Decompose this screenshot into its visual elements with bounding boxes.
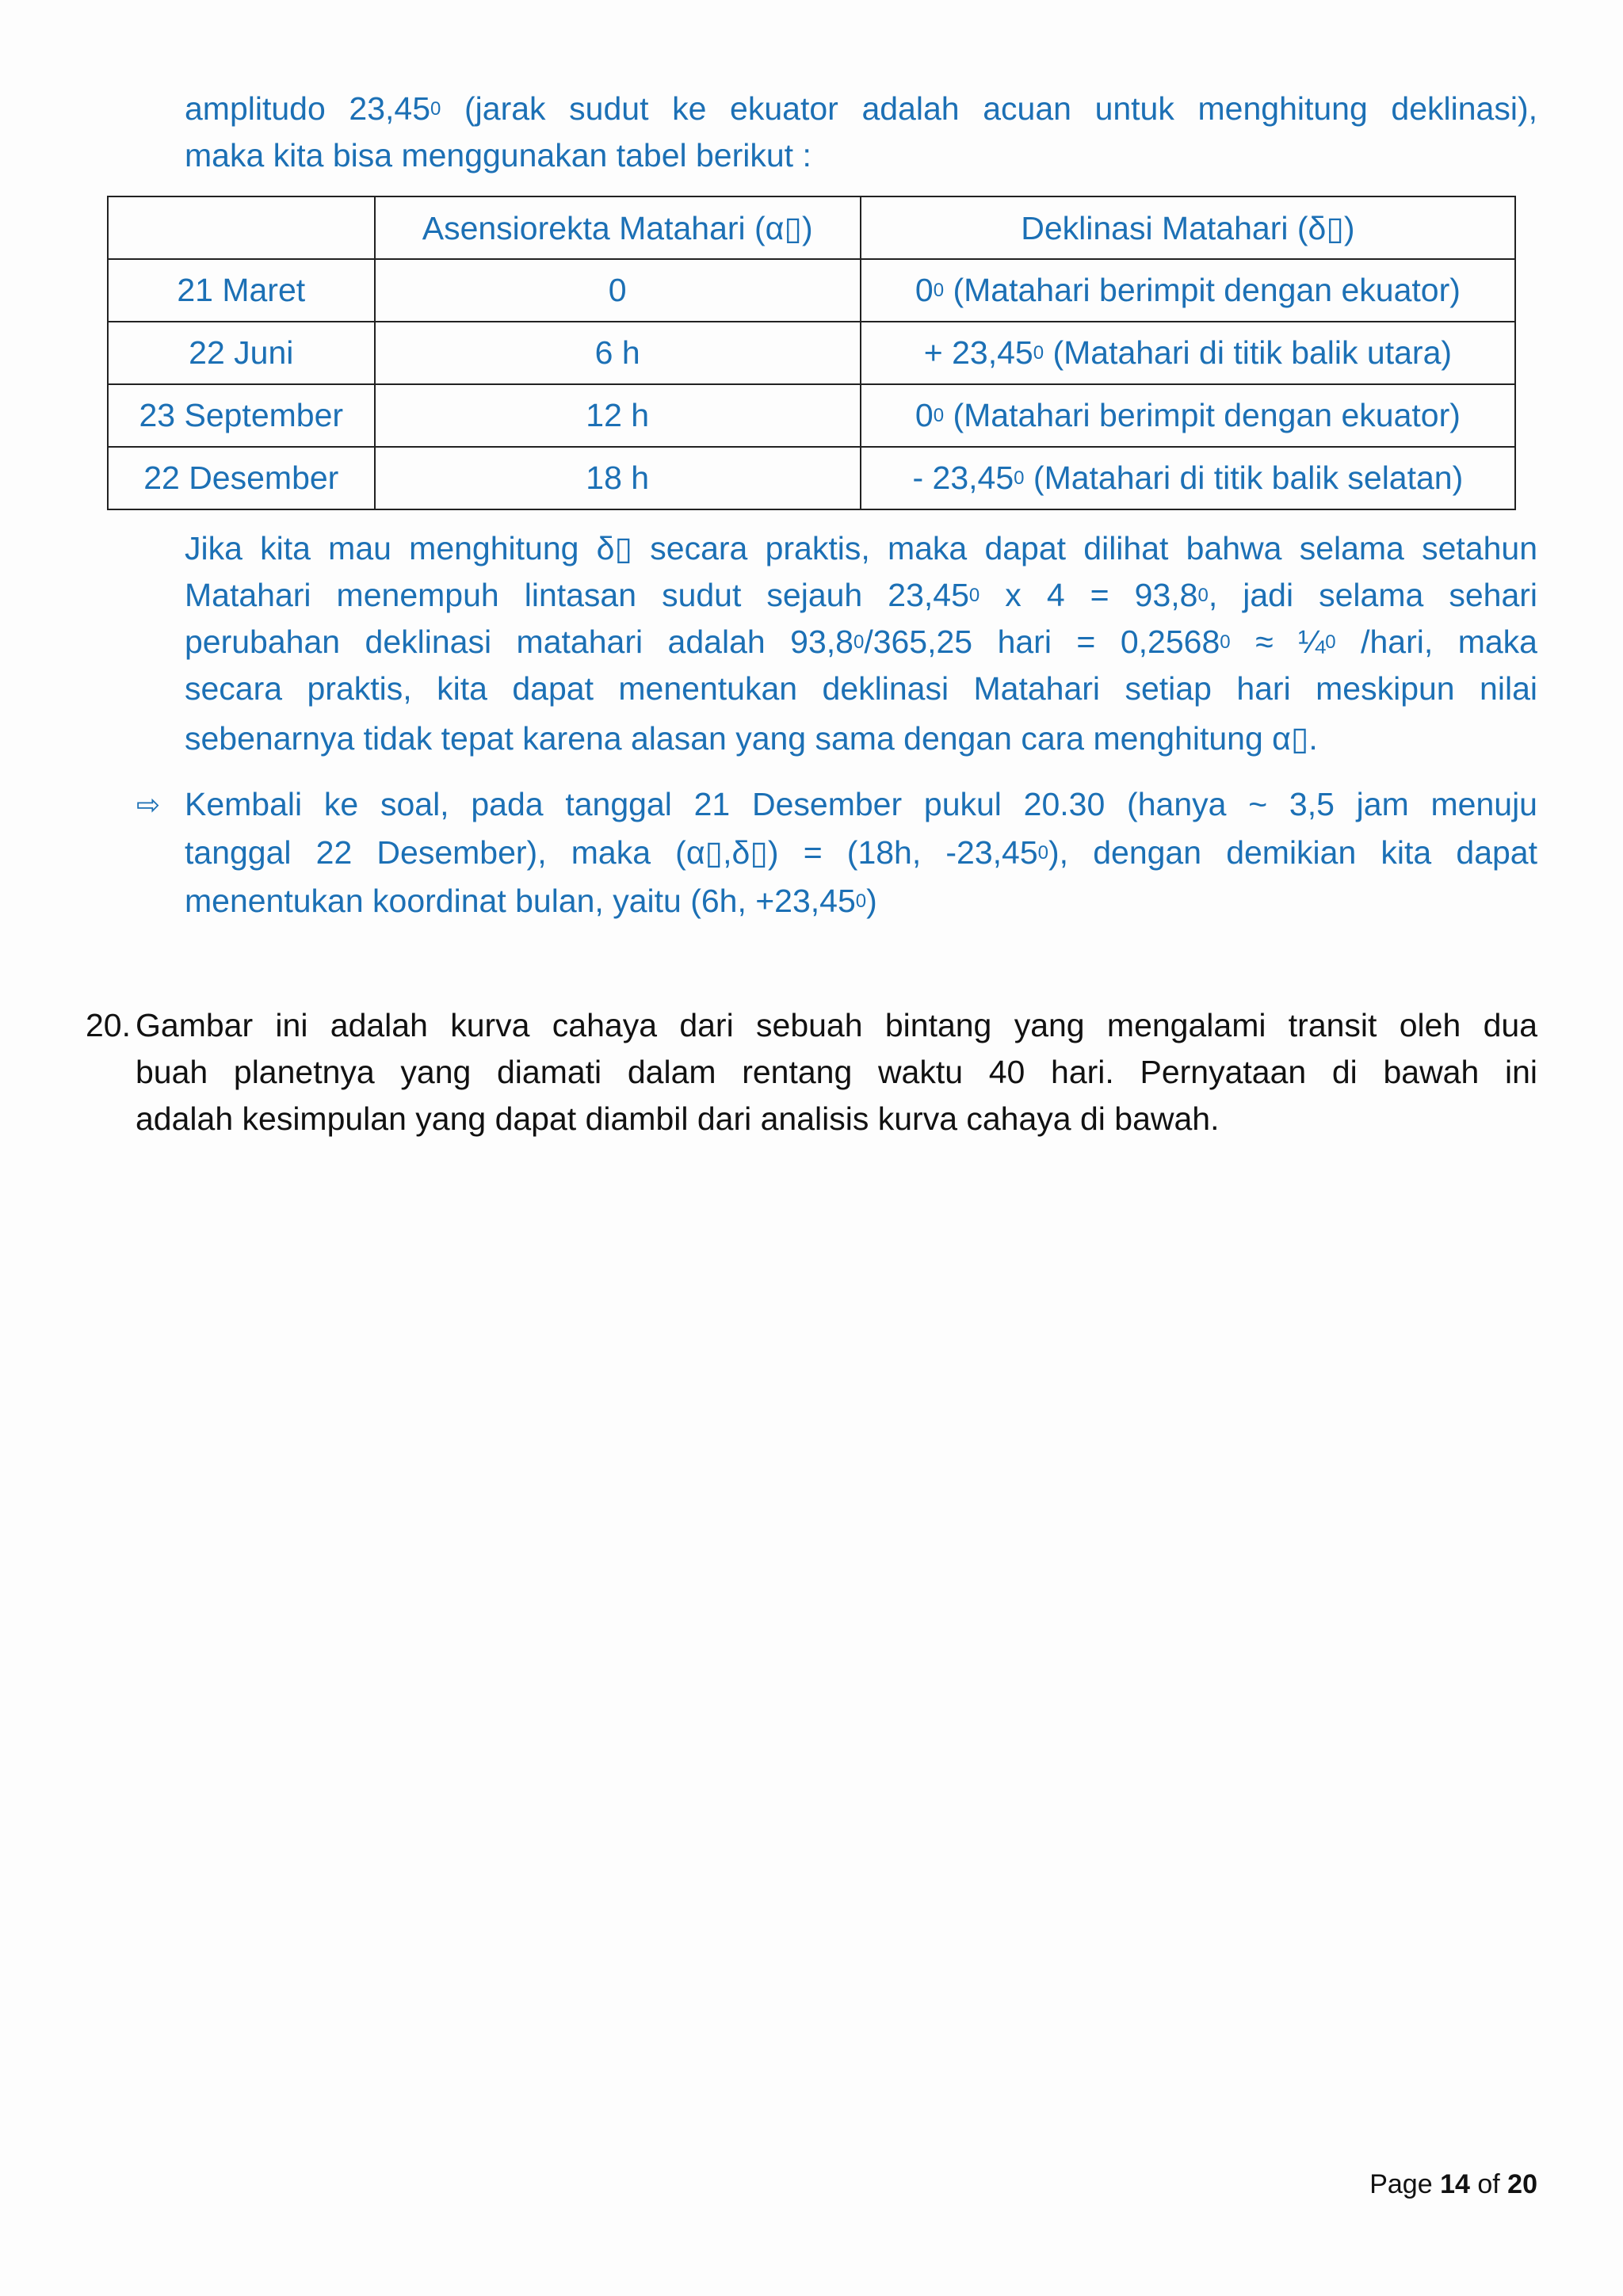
conclusion-line <box>185 877 1537 925</box>
conclusion-text-part: menentukan koordinat bulan, yaitu (6h, +23,45 <box>185 883 856 919</box>
table-cell-ra: 0 <box>375 259 861 322</box>
practical-text: /hari, maka <box>1335 624 1537 660</box>
table-cell-date: 21 Maret <box>108 259 375 322</box>
table-row <box>108 322 1515 384</box>
table-row <box>108 384 1515 447</box>
right-arrow-icon: ⇨ <box>136 788 161 821</box>
table-cell-dec <box>861 259 1515 322</box>
conclusion-text <box>185 780 1537 925</box>
table-cell-ra: 12 h <box>375 384 861 447</box>
page-number-footer <box>1369 2169 1537 2200</box>
question-number: 20. <box>86 1007 131 1043</box>
table-cell-ra: 6 h <box>375 322 861 384</box>
practical-line: secara praktis, kita dapat menentukan deklinasi Matahari setiap hari meskipun nilai <box>185 670 1537 707</box>
of-label: of <box>1477 2169 1500 2199</box>
question-line: buah planetnya yang diamati dalam rentang waktu 40 hari. Pernyataan di bawah ini <box>136 1054 1537 1090</box>
dec-note: (Matahari di titik balik selatan) <box>1024 460 1464 496</box>
degree-sup: 0 <box>1037 842 1049 864</box>
question-line: Gambar ini adalah kurva cahaya dari sebuah bintang yang mengalami transit oleh dua <box>136 1007 1537 1043</box>
table-cell-dec <box>861 384 1515 447</box>
degree-sup: 0 <box>1220 631 1231 653</box>
degree-sup: 0 <box>1014 467 1025 489</box>
table-row <box>108 447 1515 509</box>
degree-sup: 0 <box>1197 585 1209 606</box>
dec-value: + 23,45 <box>923 334 1033 371</box>
table-cell-dec <box>861 447 1515 509</box>
table-header-cell <box>108 196 375 259</box>
practical-paragraph <box>185 525 1537 762</box>
table-row <box>108 259 1515 322</box>
dec-note: (Matahari berimpit dengan ekuator) <box>944 397 1461 433</box>
conclusion-text-part: ), dengan demikian kita dapat <box>1048 834 1537 871</box>
sun-coordinates-table <box>107 196 1516 510</box>
conclusion-text-part: tanggal 22 Desember), maka (α▯,δ▯) = (18h, -23,45 <box>185 834 1038 871</box>
practical-line <box>185 572 1537 619</box>
conclusion-line: Kembali ke soal, pada tanggal 21 Desember pukul 20.30 (hanya ~ 3,5 jam menuju <box>185 786 1537 822</box>
practical-line: sebenarnya tidak tepat karena alasan yang sama dengan cara menghitung α▯. <box>185 720 1318 757</box>
practical-text: ≈ ¼ <box>1230 624 1326 660</box>
table-cell-date: 23 September <box>108 384 375 447</box>
degree-sup: 0 <box>855 891 867 912</box>
question-text <box>136 1002 1537 1142</box>
degree-sup: 0 <box>853 631 865 653</box>
table-header-cell: Asensiorekta Matahari (α▯) <box>375 196 861 259</box>
intro-text: (jarak sudut ke ekuator adalah acuan untuk menghitung deklinasi), <box>441 90 1537 127</box>
dec-note: (Matahari berimpit dengan ekuator) <box>944 272 1461 308</box>
current-page: 14 <box>1440 2169 1470 2199</box>
intro-line-1 <box>185 86 1537 132</box>
degree-sup: 0 <box>430 98 441 120</box>
practical-text: Matahari menempuh lintasan sudut sejauh 23,45 <box>185 577 969 613</box>
intro-paragraph <box>185 86 1537 179</box>
page-label: Page <box>1369 2169 1433 2199</box>
degree-sup: 0 <box>968 585 980 606</box>
dec-value: 0 <box>915 272 934 308</box>
degree-sup: 0 <box>1325 631 1336 653</box>
dec-value: - 23,45 <box>912 460 1014 496</box>
question-line: adalah kesimpulan yang dapat diambil dari analisis kurva cahaya di bawah. <box>136 1100 1220 1137</box>
practical-text: x 4 = 93,8 <box>980 577 1198 613</box>
dec-value: 0 <box>915 397 934 433</box>
intro-text: amplitudo 23,45 <box>185 90 431 127</box>
total-pages: 20 <box>1507 2169 1537 2199</box>
intro-line-2: maka kita bisa menggunakan tabel berikut : <box>185 137 812 174</box>
table-header-row <box>108 196 1515 259</box>
table-cell-date: 22 Juni <box>108 322 375 384</box>
conclusion-line <box>185 829 1537 877</box>
dec-note: (Matahari di titik balik utara) <box>1044 334 1453 371</box>
table-cell-date: 22 Desember <box>108 447 375 509</box>
degree-sup: 0 <box>1033 342 1044 364</box>
table-header-cell: Deklinasi Matahari (δ▯) <box>861 196 1515 259</box>
practical-line: Jika kita mau menghitung δ▯ secara praktis, maka dapat dilihat bahwa selama setahun <box>185 530 1537 566</box>
table-cell-ra: 18 h <box>375 447 861 509</box>
degree-sup: 0 <box>933 280 945 301</box>
practical-text: /365,25 hari = 0,2568 <box>864 624 1220 660</box>
degree-sup: 0 <box>933 405 945 426</box>
practical-text: perubahan deklinasi matahari adalah 93,8 <box>185 624 854 660</box>
practical-line <box>185 619 1537 666</box>
table-cell-dec <box>861 322 1515 384</box>
conclusion-text-part: ) <box>866 883 877 919</box>
practical-text: , jadi selama sehari <box>1208 577 1538 613</box>
